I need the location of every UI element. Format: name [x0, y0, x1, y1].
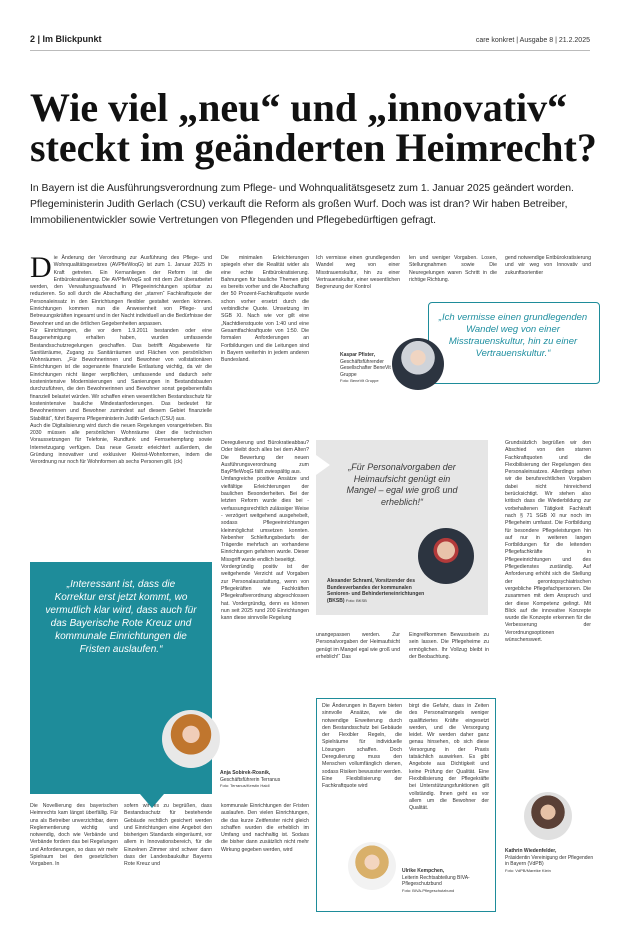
caption-4: Ulrike Kempchen, Leiterin Rechtsabteilung BIVA-Pflegeschutzbund Foto: BIVA-Pflegeschutzbund	[402, 868, 470, 893]
article-text: ie Änderung der Verordnung zur Ausführung des Pflege- und Wohnqualitätsgesetzes (AVPfleWoqG) ist zum 1. Januar 2025 in Kraft getreten. Ein Kernanliegen der Reform ist die Entbürokratisierung. Die AVPfleWoqG soll mit dem Ziel überarbeitet werden, den Verwaltungsaufwand in Pflegeeinrichtungen spürbar zu reduzieren. So soll durch die Abschaffung der „starren“ Fachkraftquote der Personaleinsatz in den Einrichtungen flexibler gestaltet werden können. Einrichtungen kommen nun die Anwesenheit von Pflege- und Betreuungskräften ingesamt und in der Nacht individuell an die Bedürfnisse der Bewohner und an die örtlichen Gegebenheiten anpassen. Für Einrichtungen, die vor dem 1.9.2011 bestanden oder eine Baugenehmigung erhalten haben, wurden umfassende Bestandsschutzregelungen geschaffen. Das betrifft Abgabewerte für Sanitärräume, Zugang zu Sanitärräumen und Flächen von persönlichen Wohnräumen. „Für Bewohnerinnen und Bewohner von vollstationären Einrichtungen ist die sogenannte finanzielle Entlastung wichtig, da wir die Einrichtungen nicht länger verpflichten, umfassende und dadurch sehr kostenintensive Modernisierungen und Sanierungen in Bestandsbauten durchzuführen, die den Bewohnerinnen und Bewohner sonst gegebenenfalls finanziell belastet würden. Wir schaffen einen wesentlichen Bestandsschutz für kostenintensive bauliche Mindestanforderungen. Das bedeutet für Bewohnerinnen und Bewohner zumindest auf diesem Gebiet finanzielle Stabilität“, führt Bayerns Pflegeministerin Judith Gerlach (CSU) aus. Auch die Digitalisierung wird durch die neuen Regelungen vorangetrieben. Bis 2030 müssen alle persönlichen Wohnräume über die technischen Voraussetzungen für Telefonie, Rundfunk und Fernsehempfang sowie Internetzugang verfügen. Das neue Gesetz erleichtert außerdem, die Gründung innovativer und exklusiver Kleinst-Wohnformen, indem die Verordnung nur noch für Wohnformen ab sechs Personen gilt. (ck)	[30, 255, 212, 466]
portrait-kaspar-pfister	[392, 338, 444, 390]
quote-text-2: „Für Personalvorgaben der Heimaufsicht genügt ein Mangel – egal wie groß und erheblich!“	[346, 462, 458, 507]
drop-cap: D	[30, 251, 52, 284]
lead-paragraph: In Bayern ist die Ausführungsverordnung zum Pflege- und Wohnqualitätsgesetz zum 1. Januar 2025 geändert worden. Pflegeministerin Judith Gerlach (CSU) verkauft die Reform als großen Wurf. Doch was ist dran? Wir haben Betreiber, Immobilienentwickler sowie Vertretungen von Pflegenden und Pflegebedürftigen gefragt.	[30, 183, 574, 226]
article-column-5-mid: Grundsätzlich begrüßen wir den Abschied von den starren Fachkraftquoten und die Flexibilisierung der Regelungen des Personaleinsatzes. Allerdings sehen wir die berufsrechtlichen Vorgaben dabei nicht hinreichend berücksichtigt. Wir stehen also kritisch dass die Wiederbildung zur vorbehaltenen Tätigkeit Fachkraft nach § 71 SGB XI nur noch im Pflegeheim umfasst. Die Fortbildung für besondere Pflegeleistungen hin auf nur in weiteren langen Fortbildungen für die leitenden Pflegefachkräfte in Pflegeeinrichtungen und des Pflegedienstes zuständig. Auf Anforderung erhöht sich die Stellung der gerontopsychiatrischen vergebliche Pflegefachpersonen. Die zusammen mit dem Anspruch und der diese Kompetenz gelingt. Mit Blick auf die innovative Konzepte wurde die Konzepte erkennen für die Verbesserung der Verordnungsoptionen wünschenswert.	[505, 440, 591, 644]
title-line-2: steckt im geänderten Heimrecht?	[30, 125, 597, 170]
header-rule	[30, 50, 590, 51]
quote-notch	[316, 455, 330, 475]
caption-5: Kathrin Wiedenfelder, Präsidentin Vereinigung der Pflegenden in Bayern (VdPB) Foto: VdPB/Mareike Klein	[505, 848, 594, 873]
quote-text-1: „Ich vermisse einen grundlegenden Wandel weg von einer Misstrauenskultur, hin zu einer Vertrauenskultur.“	[438, 312, 588, 359]
quote-text-3: „Interessant ist, dass die Korrektur erst jetzt kommt, wo vermutlich klar wird, dass auch für das Bayerische Rote Kreuz und kommunale Einrichtungen die Fristen auslaufen.“	[45, 579, 197, 655]
portrait-kathrin-wiedenfelder	[524, 792, 572, 840]
portrait-alexander-schraml	[418, 528, 474, 584]
caption-2: Alexander Schraml, Vorsitzender des Bundesverbandes der kommunalen Senioren- und Behinderteneinrichtungen (BKSB) Foto: BKSB	[327, 578, 425, 604]
statement-column-2: birgt die Gefahr, dass in Zeiten des Personalmangels weniger qualifiziertes Kräfte eingesetzt werden, und die Versorgung leidet. Wir werden daher ganz genau hinsehen, ob sich diese Versorgung in der Praxis tatsächlich auswirken. Es gibt Angebote aus Dichtigkeit und keine Prüfung der Qualität. Eine Flexibilisierung der Pflegekräfte bei Unterstützungsfunktionen gilt vollständig. Ihnen geht es vor allem um die Bewohner der Qualität.	[409, 703, 489, 812]
article-column-4-mid: Eingreifkommen Bewusstsein zu sein lassen. Die Pflegeheime zu ermöglichen. Ihr Vollzug bleibt in der Beobachtung.	[409, 632, 489, 660]
article-column-3-low: kommunale Einrichtungen der Fristen auslaufen. Den vielen Einrichtungen, die das kurze Zeitfenster nicht gleich schaffen wurden die erheblich im Umfang und nachhaltig ist. Sodass die bisher dann zusätzlich nicht mehr Wirkung gegeben werden, wird	[221, 803, 309, 853]
article-column-5: gend notwendige Entbürokratisierung und wir weg von Innovativ und zukunftsorientier	[505, 255, 591, 276]
article-column-2: Die minimalen Erleichterungen spiegeln eher die Realität wider als eine echte Entbürokratisierung. Bahnungen für bauliche Themen gibt es bereits vorher und die Abschaffung der 50 Prozent-Fachkraftquote wurde schon vorher ersetzt durch die verbindliche Quote. Umsetzung im SGB XI. Nach wie vor gilt eine „Nachtdienstquote von 1:40 und eine Gesamtfachkraftquote von 1:50. Die formalen Anforderungen an Fortbildungen und die Leitungen sind in Bayern weiterhin in jedem anderen Bundesland.	[221, 255, 309, 364]
article-column-1-low: Die Novellierung des bayerischen Heimrechts kam längst überfällig. Für uns als Betreiber unverzichtbar, denn Reglementierung wichtig und notwendig, doch wie Verbände und Verbände fordern das bei Regelungen und Anforderungen, so dass wir mehr Spielraum bei den gesetzlichen Vorgaben. In	[30, 803, 118, 868]
portrait-ulrike-kempchen	[348, 842, 396, 890]
issue-meta: care konkret | Ausgabe 8 | 21.2.2025	[475, 37, 590, 44]
caption-3: Anja Sobirek-Rosnik, Geschäftsführerin Terranus Foto: Terranus/Kerstin Haidl	[220, 770, 281, 788]
statement-column-1: Die Änderungen in Bayern bieten sinnvolle Ansätze, wie die notwendige Erweiterung durch den Bestandsschutz bei Gebäude der Flexibler Regeln, die Spielräume für individuelle Lösungen schaffen. Doch Deregulierung muss den Menschen vollumfänglich dienen, sodass Risiken bewusster werden. Eine Flexibilisierung der Fachkraftquote wird	[322, 703, 402, 790]
article-column-2-low: sofern wir es zu begrüßen, dass Bestandsschutz für bestehende Gebäude rechtlich gesichert werden und Einrichtungen eine Angebot den bisherigen Standards eingeräumt, vor allem in Innovationsbereich, für die Einzelnen Zimmer sind schwer dann dass der Landesbaukultur Bayerns Rote Kreuz und	[124, 803, 212, 868]
caption-1: Kaspar Pfister, Geschäftsführender Gesellschafter BeneVit Gruppe Foto: BeneVit Gruppe	[340, 352, 391, 383]
article-column-2-mid: Deregulierung und Bürokratieabbau? Oder bleibt doch alles bei dem Alten? Die Bewertung der neuen Ausführungsverordnung zum BayPfleWoqG fällt zwiespältig aus. Umfangreiche positive Ansätze und vielfältige Erleichterungen der baulichen Besonderheiten. Bei der letzten Reform wurde dies bei - verfassungsrechtlich zulässiger Weise - verzögert weitgehend ausgehebelt, sodass Pflegeeinrichtungen kleinmöglichst umsetzen konnten. Nebenher Schleifungsbedarfs der Trägerdie mehrfach an vorhandene Einrichtungen gefahren wurde. Dieser Missgriff wurde endlich beseitigt. Vordergründig positiv ist der weitgehende Verzicht auf Vorgaben zur Personalausstattung, wenn von Pflegekräften wie Fachkräften Pflegekraftverordnung abgeschlossen hat. Vordergründig, denn es können nun seit 2025 rund 200 Einrichtungen kann diese sinnvolle Regelung	[221, 440, 309, 622]
section-label: 2 | Im Blickpunkt	[30, 34, 102, 44]
article-column-1	[30, 251, 212, 543]
article-column-4: len und weniger Vorgaben. Losen, Stellungnahmen sowie Die Neuregelungen waren Schritt in die richtige Richtung.	[409, 255, 497, 283]
page-title	[30, 85, 600, 170]
title-line-1: Wie viel „neu“ und „innovativ“	[30, 85, 568, 130]
article-column-3: Ich vermisse einen grundlegenden Wandel weg von einer Misstrauenskultur, hin zu einer Vertrauenskultur, einer wesentlichen Begrenzung der Kontrol	[316, 255, 400, 291]
portrait-anja-sobirek	[162, 710, 220, 768]
article-column-3-mid: unangepassen werden. Zur Personalvorgaben der Heimaufsicht genügt im Mangel egal wie groß und erheblich!“ Das	[316, 632, 400, 660]
